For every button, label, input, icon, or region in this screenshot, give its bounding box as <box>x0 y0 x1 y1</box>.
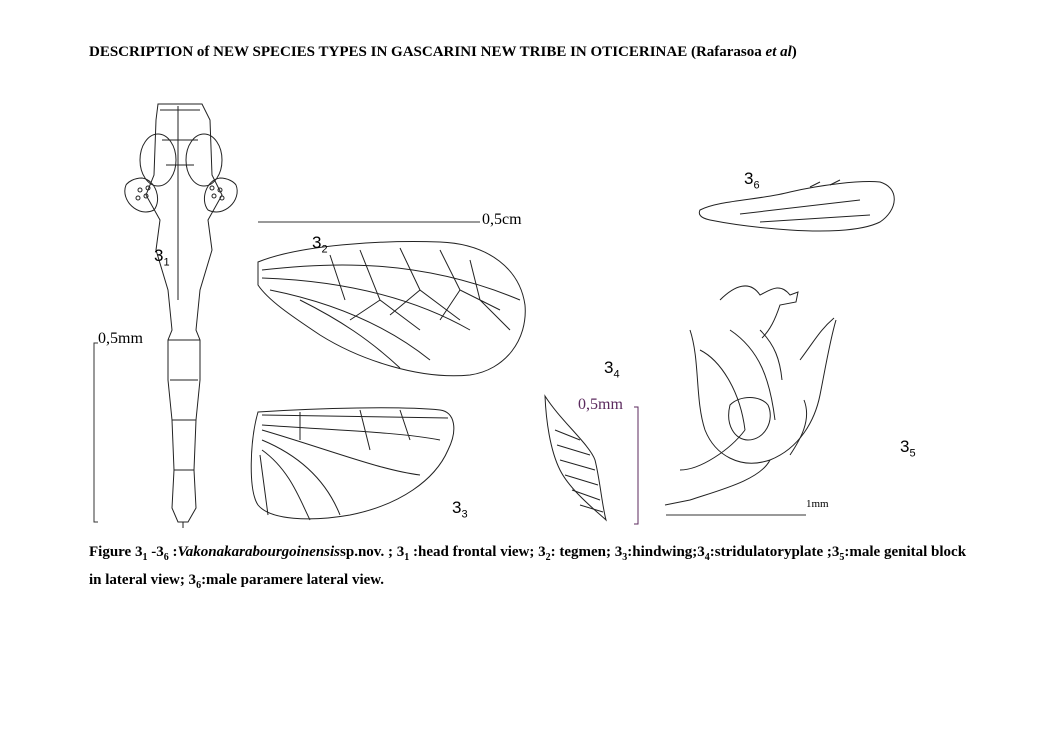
scale-label-genital: 1mm <box>806 498 829 510</box>
figure-label-3-3: $3_3$ <box>452 498 468 521</box>
figure-label-3-1: $3_1$ <box>154 246 170 269</box>
page-header: DESCRIPTION of NEW SPECIES TYPES IN GASCARINI NEW TRIBE IN OTICERINAE (Rafarasoa et al) <box>89 44 797 60</box>
tegmen-drawing <box>258 242 525 376</box>
paramere-drawing <box>699 180 894 231</box>
figure-label-3-5: $3_5$ <box>900 437 916 460</box>
stridulatory-plate-drawing <box>545 396 606 520</box>
genital-block-drawing <box>665 286 836 505</box>
scale-label-plate: 0,5mm <box>578 396 623 413</box>
figure-label-3-4: $3_4$ <box>604 358 620 381</box>
figure-label-3-6: $3_6$ <box>744 169 760 192</box>
head-frontal-drawing <box>125 104 237 528</box>
figure-label-3-2: $3_2$ <box>312 233 328 256</box>
figure-caption: Figure $3_1$ $-3_6$ :Vakonakarabourgoinensissp.nov. ; $3_1$ :head frontal view; $3_2$: tegmen; $3_3:hindwing;3_4:stridulatoryplate$ $;3_5:male$ genital block in lateral view; $3_6:male$ paramere lateral view. <box>89 544 967 591</box>
scale-label-tegmen: 0,5cm <box>482 211 522 228</box>
scale-label-head: 0,5mm <box>98 330 143 347</box>
hindwing-drawing <box>251 408 454 520</box>
